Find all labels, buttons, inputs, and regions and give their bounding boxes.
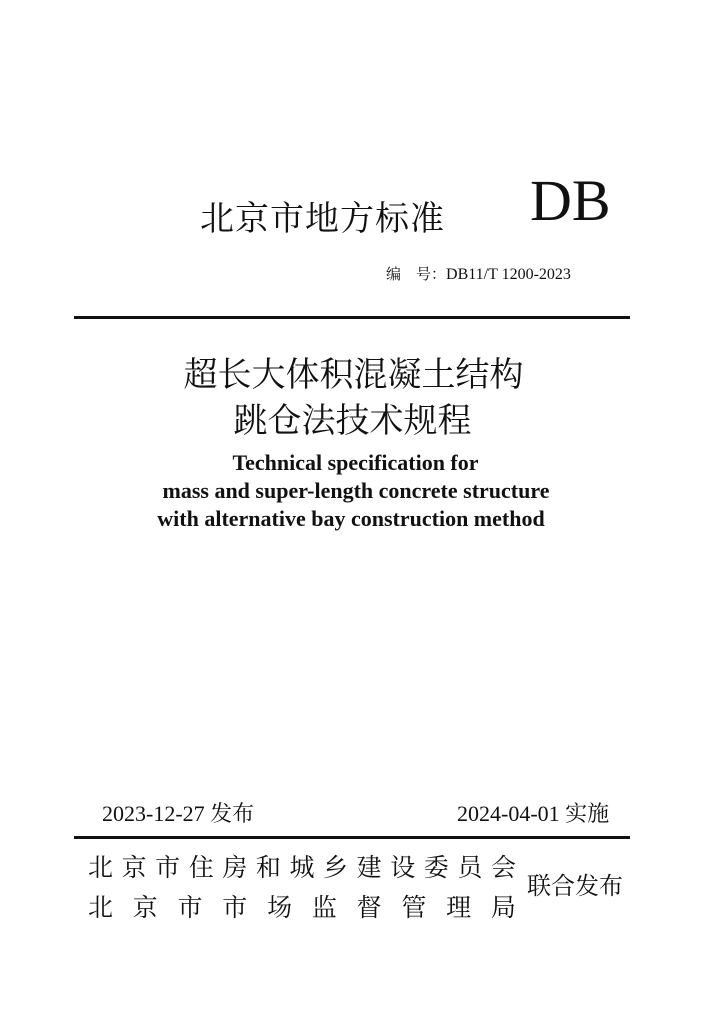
- issuer-market-supervision: [88, 888, 516, 924]
- title-chinese: [0, 352, 707, 444]
- issuer-1-char: 城: [289, 853, 315, 882]
- issuer-2-char: 市: [177, 893, 203, 922]
- issuer-housing-commission: [88, 848, 516, 884]
- issuer-1-char: 和: [255, 853, 281, 882]
- title-en-line-1: Technical specification for: [232, 450, 479, 475]
- standard-category: 北京市地方标准: [200, 199, 445, 239]
- issuer-2-char: 管: [401, 893, 427, 922]
- issue-date-suffix: 发布: [210, 802, 255, 827]
- issuer-1-char: 建: [356, 853, 382, 882]
- issuer-2-char: 北: [88, 893, 114, 922]
- db-mark: DB: [530, 168, 611, 233]
- bottom-divider: [74, 836, 630, 839]
- implementation-date: [457, 797, 609, 828]
- issuer-2-char: 局: [490, 893, 516, 922]
- issuer-1-char: 会: [490, 853, 516, 882]
- title-cn-line-2: 跳仓法技术规程: [233, 401, 472, 441]
- issuer-1-char: 设: [390, 853, 416, 882]
- issuer-1-char: 住: [188, 853, 214, 882]
- implementation-date-suffix: 实施: [565, 802, 610, 827]
- issuer-2-char: 市: [222, 893, 248, 922]
- joint-issue-label: 联合发布: [527, 872, 623, 900]
- issuer-1-char: 委: [423, 853, 449, 882]
- issuer-1-char: 房: [222, 853, 248, 882]
- issuer-2-char: 监: [311, 893, 337, 922]
- issuer-2-char: 理: [446, 893, 472, 922]
- issuer-1-char: 乡: [323, 853, 349, 882]
- issue-date-value: 2023-12-27: [102, 801, 205, 826]
- standard-number: [386, 263, 571, 284]
- standard-number-label: 编 号：: [386, 265, 447, 283]
- title-en-line-2: mass and super-length concrete structure: [162, 478, 550, 503]
- issuer-2-char: 京: [132, 893, 158, 922]
- issuer-1-char: 北: [88, 853, 114, 882]
- title-cn-line-1: 超长大体积混凝土结构: [183, 355, 524, 395]
- title-en-line-3: with alternative bay construction method: [157, 506, 545, 531]
- issuer-2-char: 场: [267, 893, 293, 922]
- issuer-1-char: 京: [121, 853, 147, 882]
- issuer-1-char: 员: [457, 853, 483, 882]
- issuer-2-char: 督: [356, 893, 382, 922]
- issue-date: [102, 797, 254, 828]
- top-divider: [74, 316, 630, 319]
- implementation-date-value: 2024-04-01: [457, 801, 560, 826]
- standard-number-value: DB11/T 1200-2023: [446, 266, 571, 283]
- issuer-1-char: 市: [155, 853, 181, 882]
- title-english: [0, 449, 707, 533]
